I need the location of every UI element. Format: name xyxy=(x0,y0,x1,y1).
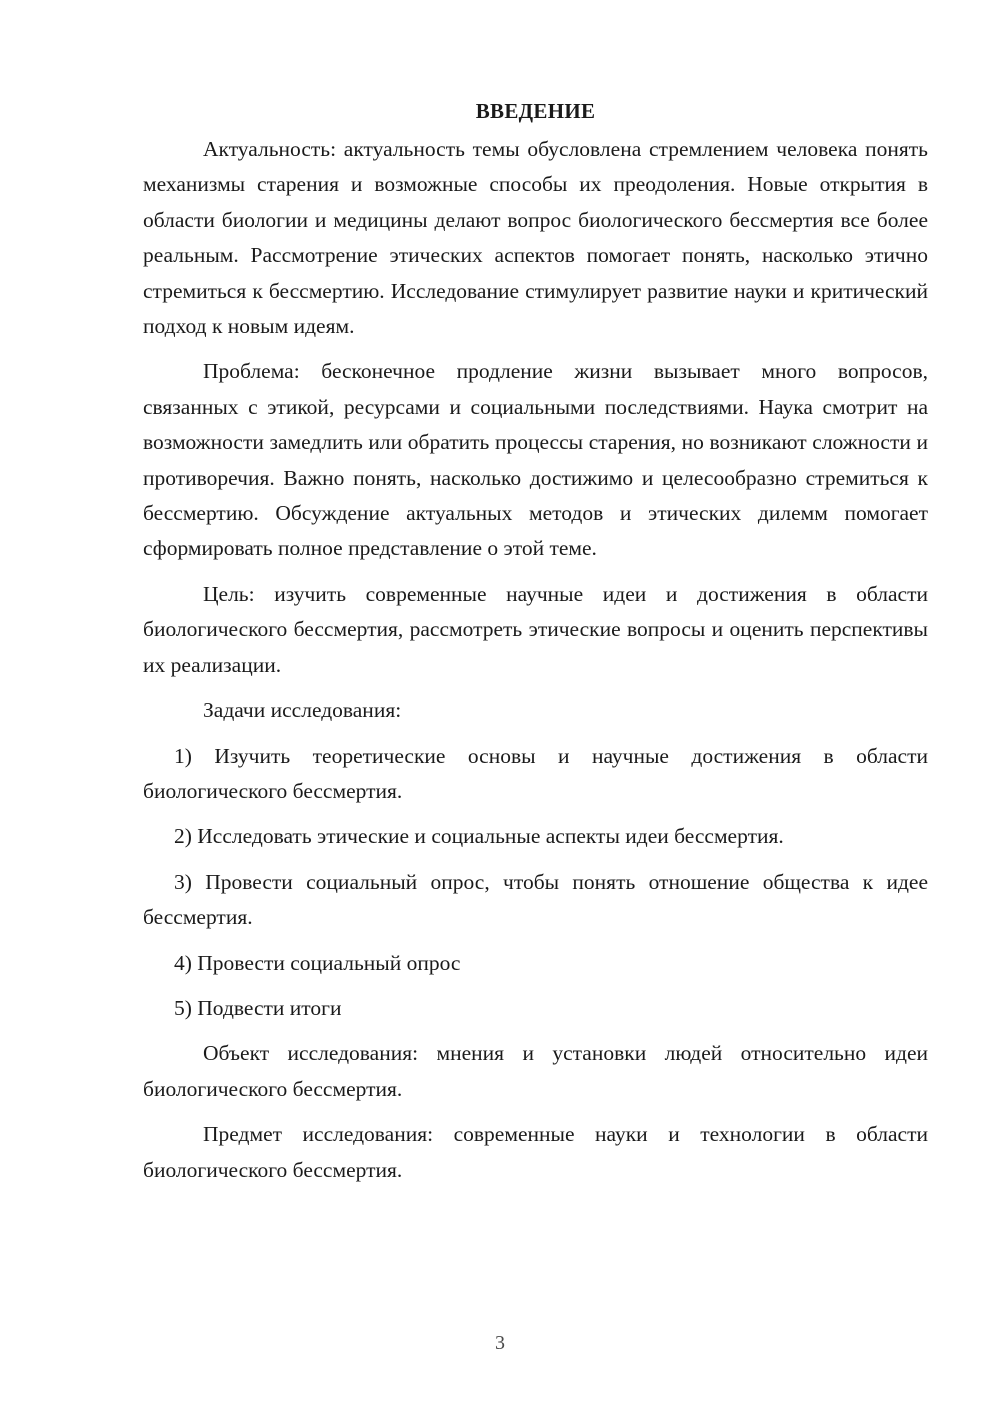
paragraph-research-object: Объект исследования: мнения и установки людей относительно идеи биологического бессмертия. xyxy=(143,1041,928,1101)
page-number: 3 xyxy=(495,1332,505,1354)
document-page xyxy=(143,96,928,1198)
task-item-5: 5) Подвести итоги xyxy=(174,995,342,1020)
document-title: ВВЕДЕНИЕ xyxy=(475,99,596,123)
task-item-4: 4) Провести социальный опрос xyxy=(174,950,461,975)
paragraph-research-subject: Предмет исследования: современные науки и технологии в области биологического бессмертия. xyxy=(143,1122,928,1182)
task-item-2: 2) Исследовать этические и социальные аспекты идеи бессмертия. xyxy=(174,824,784,849)
paragraph-tasks-heading: Задачи исследования: xyxy=(203,698,402,723)
paragraph-goal: Цель: изучить современные научные идеи и достижения в области биологического бессмертия, рассмотреть этические вопросы и оценить перспективы их реализации. xyxy=(143,581,928,677)
task-item-1: 1) Изучить теоретические основы и научные достижения в области биологического бессмертия. xyxy=(143,743,928,803)
paragraph-problem: Проблема: бесконечное продление жизни вызывает много вопросов, связанных с этикой, ресурсами и социальными последствиями. Наука смотрит на возможности замедлить или обратить процессы старения, но возникают сложности и противоречия. Важно понять, насколько достижимо и целесообразно стремиться к бессмертию. Обсуждение актуальных методов и этических дилемм помогает сформировать полное представление о этой теме. xyxy=(143,359,928,561)
task-item-3: 3) Провести социальный опрос, чтобы понять отношение общества к идее бессмертия. xyxy=(143,869,928,930)
paragraph-relevance: Актуальность: актуальность темы обусловлена стремлением человека понять механизмы старения и возможные способы их преодоления. Новые открытия в области биологии и медицины делают вопрос биологического бессмертия все более реальным. Рассмотрение этических аспектов помогает понять, насколько этично стремиться к бессмертию. Исследование стимулирует развитие науки и критический подход к новым идеям. xyxy=(143,137,928,339)
